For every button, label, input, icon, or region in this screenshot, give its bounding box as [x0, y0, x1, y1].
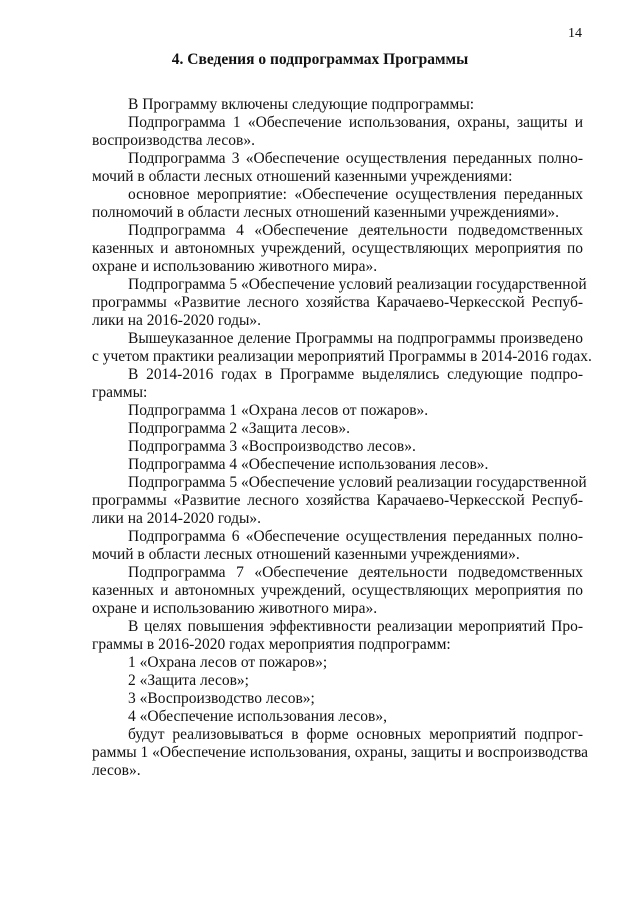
- text-line: 4 «Обеспечение использования лесов»,: [128, 708, 387, 725]
- section-title: 4. Сведения о подпрограммах Программы: [171, 51, 469, 68]
- text-line: лесов».: [92, 762, 141, 779]
- text-line: Подпрограмма 7 «Обеспечение деятельности подведомственных: [128, 564, 583, 581]
- text-line: Подпрограмма 4 «Обеспечение использования лесов».: [128, 456, 489, 473]
- text-line: казенных и автономных учреждений, осуществляющих мероприятия по: [92, 240, 583, 257]
- text-line: Подпрограмма 5 «Обеспечение условий реализации государственной: [128, 474, 587, 491]
- text-line: Подпрограмма 1 «Обеспечение использования, охраны, защиты и: [128, 114, 583, 131]
- text-line: 1 «Охрана лесов от пожаров»;: [128, 654, 328, 671]
- text-line: охране и использованию животного мира».: [92, 258, 378, 275]
- text-line: полномочий в области лесных отношений казенными учреждениями».: [92, 204, 560, 221]
- text-line: Подпрограмма 2 «Защита лесов».: [128, 420, 350, 437]
- text-line: программы «Развитие лесного хозяйства Карачаево-Черкесской Респуб-: [92, 492, 583, 509]
- text-line: казенных и автономных учреждений, осуществляющих мероприятия по: [92, 582, 583, 599]
- text-line: граммы в 2016-2020 годах мероприятия подпрограмм:: [92, 636, 451, 653]
- text-line: раммы 1 «Обеспечение использования, охраны, защиты и воспроизводства: [92, 744, 588, 761]
- text-line: 3 «Воспроизводство лесов»;: [128, 690, 315, 707]
- text-line: Подпрограмма 3 «Воспроизводство лесов».: [128, 438, 416, 455]
- text-line: В Программу включены следующие подпрограммы:: [128, 96, 475, 113]
- text-line: с учетом практики реализации мероприятий Программы в 2014-2016 годах.: [92, 348, 592, 365]
- text-line: Подпрограмма 4 «Обеспечение деятельности подведомственных: [128, 222, 583, 239]
- text-line: программы «Развитие лесного хозяйства Карачаево-Черкесской Респуб-: [92, 294, 583, 311]
- text-line: Вышеуказанное деление Программы на подпрограммы произведено: [128, 330, 583, 347]
- text-line: лики на 2014-2020 годы».: [92, 510, 262, 527]
- text-line: основное мероприятие: «Обеспечение осуществления переданных: [128, 186, 583, 203]
- text-line: Подпрограмма 1 «Охрана лесов от пожаров».: [128, 402, 429, 419]
- text-line: В 2014-2016 годах в Программе выделялись следующие подпро-: [128, 366, 583, 383]
- text-line: охране и использованию животного мира».: [92, 600, 378, 617]
- text-line: Подпрограмма 6 «Обеспечение осуществления переданных полно-: [128, 528, 583, 545]
- text-line: мочий в области лесных отношений казенными учреждениями:: [92, 168, 513, 185]
- text-line: воспроизводства лесов».: [92, 132, 255, 149]
- text-line: Подпрограмма 3 «Обеспечение осуществления переданных полно-: [128, 150, 583, 167]
- text-line: 2 «Защита лесов»;: [128, 672, 249, 689]
- text-line: граммы:: [92, 384, 148, 401]
- text-line: В целях повышения эффективности реализации мероприятий Про-: [128, 618, 583, 635]
- text-line: лики на 2016-2020 годы».: [92, 312, 262, 329]
- text-line: будут реализовываться в форме основных мероприятий подпрог-: [128, 726, 583, 743]
- text-line: мочий в области лесных отношений казенными учреждениями».: [92, 546, 520, 563]
- text-line: Подпрограмма 5 «Обеспечение условий реализации государственной: [128, 276, 587, 293]
- page-number: 14: [568, 26, 582, 41]
